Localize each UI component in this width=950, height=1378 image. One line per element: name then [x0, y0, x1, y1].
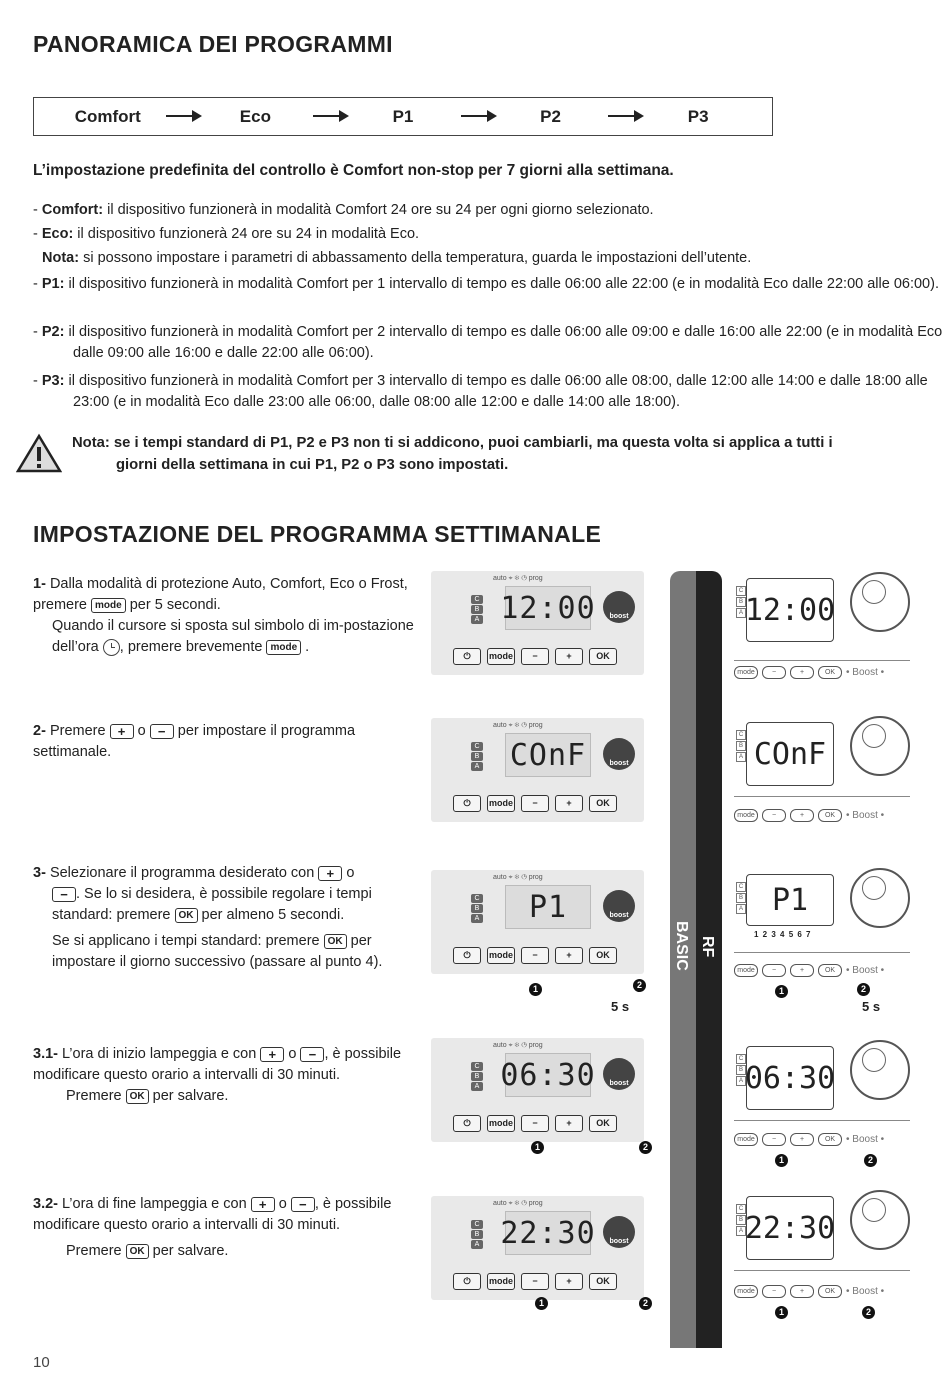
ok-key-icon: OK — [126, 1089, 149, 1104]
plus-key-icon: + — [318, 866, 342, 881]
mode-button[interactable]: mode — [487, 795, 515, 812]
marker-1: 1 — [529, 983, 542, 996]
cba-indicators: C B A — [736, 1204, 746, 1236]
lcd-display: 22:30 — [746, 1196, 834, 1260]
step-1: 1- Dalla modalità di protezione Auto, Comfort, Eco o Frost, premere mode per 5 secondi. Quando il cursore si sposta sul simbolo di im-postazione dell’ora , premere brevemente mode . — [33, 576, 414, 655]
marker-1: 1 — [775, 1306, 788, 1319]
basic-label: BASIC — [673, 921, 690, 971]
status-icons: auto ⌖ ❄ ◷ prog — [493, 1042, 543, 1049]
ok-button[interactable]: OK — [818, 1133, 842, 1146]
minus-button[interactable]: − — [521, 1115, 549, 1132]
power-icon[interactable]: ⏻ — [453, 947, 481, 964]
ok-button[interactable]: OK — [818, 1285, 842, 1298]
ok-button[interactable]: OK — [589, 795, 617, 812]
standard-times-note: Nota: se i tempi standard di P1, P2 e P3 non ti si addicono, puoi cambiarli, ma questa volta si applica a tutti i giorni della settimana in cui P1, P2 o P3 sono impostati. — [72, 435, 833, 473]
flow-p1: P1 — [329, 98, 477, 135]
plus-button[interactable]: + — [790, 1133, 814, 1146]
lcd-display: 12:00 — [746, 578, 834, 642]
minus-button[interactable]: − — [762, 964, 786, 977]
control-knob[interactable] — [850, 572, 910, 632]
five-seconds-label: 5 s — [611, 999, 630, 1014]
plus-key-icon: + — [260, 1047, 284, 1062]
rf-column — [696, 571, 722, 1348]
basic-panel-4 — [431, 1038, 644, 1142]
ok-button[interactable]: OK — [589, 648, 617, 665]
minus-button[interactable]: − — [521, 795, 549, 812]
lcd-display: 12:00 — [505, 586, 591, 630]
marker-2: 2 — [639, 1297, 652, 1310]
plus-button[interactable]: + — [555, 1273, 583, 1290]
plus-button[interactable]: + — [555, 795, 583, 812]
marker-2: 2 — [862, 1306, 875, 1319]
lcd-display: COnF — [505, 733, 591, 777]
default-setting-text: L’impostazione predefinita del controllo è Comfort non-stop per 7 giorni alla settimana. — [33, 162, 674, 179]
marker-2: 2 — [633, 979, 646, 992]
step-3-2: 3.2- L’ora di fine lampeggia e con + o − , è possibile modificare questo orario a intervalli di 30 minuti. Premere OK per salvare. — [33, 1196, 392, 1259]
flow-p2: P2 — [477, 98, 625, 135]
rf-panel-2 — [734, 716, 910, 826]
ok-button[interactable]: OK — [589, 947, 617, 964]
control-knob[interactable] — [850, 716, 910, 776]
minus-key-icon: − — [52, 887, 76, 902]
minus-button[interactable]: − — [521, 648, 549, 665]
item-eco: - Eco: il dispositivo funzionerà 24 ore su 24 in modalità Eco. — [33, 226, 420, 242]
item-p1: - P1: il dispositivo funzionerà in modalità Comfort per 1 intervallo di tempo es dalle 06:00 alle 22:00 (e in modalità Eco dalle 22:00 alle 06:00). — [33, 276, 939, 292]
mode-button[interactable]: mode — [734, 964, 758, 977]
plus-button[interactable]: + — [555, 648, 583, 665]
ok-button[interactable]: OK — [589, 1273, 617, 1290]
cba-indicators: C B A — [736, 882, 746, 914]
rf-panel-1 — [734, 572, 910, 682]
ok-key-icon: OK — [175, 908, 198, 923]
basic-panel-2 — [431, 718, 644, 822]
step-3-1: 3.1- L’ora di inizio lampeggia e con + o − , è possibile modificare questo orario a intervalli di 30 minuti. Premere OK per salvare. — [33, 1046, 402, 1104]
status-icons: auto ⌖ ❄ ◷ prog — [493, 1200, 543, 1207]
item-nota: Nota: si possono impostare i parametri di abbassamento della temperatura, guarda le impostazioni dell’utente. — [42, 250, 752, 266]
item-comfort: - Comfort: il dispositivo funzionerà in modalità Comfort 24 ore su 24 per ogni giorno selezionato. — [33, 202, 654, 218]
mode-button[interactable]: mode — [487, 648, 515, 665]
basic-column — [670, 571, 696, 1348]
ok-button[interactable]: OK — [818, 666, 842, 679]
cba-indicators: C B A — [471, 1220, 483, 1249]
mode-key-icon: mode — [91, 598, 126, 613]
marker-1: 1 — [531, 1141, 544, 1154]
boost-button[interactable]: boost — [603, 1216, 635, 1248]
ok-key-icon: OK — [126, 1244, 149, 1259]
clock-icon — [103, 639, 120, 656]
status-icons: auto ⌖ ❄ ◷ prog — [493, 722, 543, 729]
rf-panel-4 — [734, 1040, 910, 1150]
step-2: 2- Premere + o − per impostare il programma settimanale. — [33, 723, 356, 760]
ok-button[interactable]: OK — [818, 809, 842, 822]
marker-2: 2 — [864, 1154, 877, 1167]
marker-1: 1 — [775, 985, 788, 998]
plus-button[interactable]: + — [790, 666, 814, 679]
power-icon[interactable]: ⏻ — [453, 648, 481, 665]
boost-button[interactable]: boost — [603, 890, 635, 922]
flow-eco: Eco — [182, 98, 330, 135]
rf-panel-5 — [734, 1190, 910, 1300]
mode-button[interactable]: mode — [734, 1133, 758, 1146]
plus-button[interactable]: + — [790, 809, 814, 822]
minus-button[interactable]: − — [762, 1133, 786, 1146]
ok-key-icon: OK — [324, 934, 347, 949]
minus-key-icon: − — [291, 1197, 315, 1212]
mode-button[interactable]: mode — [734, 666, 758, 679]
basic-panel-3 — [431, 870, 644, 974]
five-seconds-label: 5 s — [862, 999, 881, 1014]
minus-button[interactable]: − — [521, 947, 549, 964]
minus-key-icon: − — [150, 724, 174, 739]
warning-icon — [16, 433, 62, 473]
boost-label: • Boost • — [846, 965, 885, 976]
control-knob[interactable] — [850, 1040, 910, 1100]
power-icon[interactable]: ⏻ — [453, 1115, 481, 1132]
lcd-display: P1 — [746, 874, 834, 926]
cba-indicators: C B A — [736, 586, 746, 618]
power-icon[interactable]: ⏻ — [453, 1273, 481, 1290]
step-3: 3- Selezionare il programma desiderato con + o − . Se lo si desidera, è possibile regolare i tempi standard: premere OK per almeno 5 secondi. Se si applicano i tempi standard: premere OK per impostare il giorno successivo (passare al punto 4). — [33, 865, 383, 970]
cba-indicators: C B A — [736, 730, 746, 762]
mode-button[interactable]: mode — [487, 1115, 515, 1132]
plus-button[interactable]: + — [555, 947, 583, 964]
item-p3: - P3: il dispositivo funzionerà in modalità Comfort per 3 intervallo di tempo es dalle 06:00 alle 08:00, dalle 12:00 alle 14:00 e dalle 18:00 alle 23:00 (e in modalità Eco dalle 23:00 alle 06:00, dalle 08:00 alle 12:00 e dalle 14:00 alle 18:00). — [33, 373, 928, 410]
flow-p3: P3 — [687, 106, 709, 126]
lcd-display: 06:30 — [746, 1046, 834, 1110]
weekly-title: IMPOSTAZIONE DEL PROGRAMMA SETTIMANALE — [33, 521, 602, 547]
lcd-display: COnF — [746, 722, 834, 786]
plus-button[interactable]: + — [555, 1115, 583, 1132]
power-icon[interactable]: ⏻ — [453, 795, 481, 812]
cba-indicators: C B A — [471, 1062, 483, 1091]
minus-button[interactable]: − — [521, 1273, 549, 1290]
boost-label: • Boost • — [846, 667, 885, 678]
minus-key-icon: − — [300, 1047, 324, 1062]
boost-button[interactable]: boost — [603, 591, 635, 623]
plus-button[interactable]: + — [790, 964, 814, 977]
control-knob[interactable] — [850, 1190, 910, 1250]
mode-key-icon: mode — [266, 640, 301, 655]
plus-key-icon: + — [251, 1197, 275, 1212]
lcd-display: P1 — [505, 885, 591, 929]
marker-1: 1 — [535, 1297, 548, 1310]
rf-panel-3 — [734, 868, 910, 978]
model-sidebar — [670, 571, 722, 1348]
overview-title: PANORAMICA DEI PROGRAMMI — [33, 31, 393, 57]
rf-label: RF — [699, 936, 716, 958]
lcd-display: 06:30 — [505, 1053, 591, 1097]
boost-label: • Boost • — [846, 1134, 885, 1145]
cba-indicators: C B A — [471, 595, 483, 624]
control-knob[interactable] — [850, 868, 910, 928]
mode-button[interactable]: mode — [487, 1273, 515, 1290]
day-numbers: 1 2 3 4 5 6 7 — [754, 930, 812, 939]
boost-label: • Boost • — [846, 1286, 885, 1297]
boost-label: • Boost • — [846, 810, 885, 821]
marker-2: 2 — [639, 1141, 652, 1154]
cba-indicators: C B A — [471, 894, 483, 923]
status-icons: auto ⌖ ❄ ◷ prog — [493, 575, 543, 582]
cba-indicators: C B A — [736, 1054, 746, 1086]
program-flow — [33, 97, 773, 136]
ok-button[interactable]: OK — [589, 1115, 617, 1132]
mode-button[interactable]: mode — [734, 809, 758, 822]
minus-button[interactable]: − — [762, 666, 786, 679]
minus-button[interactable]: − — [762, 809, 786, 822]
marker-2: 2 — [857, 983, 870, 996]
basic-panel-1 — [431, 571, 644, 675]
boost-button[interactable]: boost — [603, 1058, 635, 1090]
marker-1: 1 — [775, 1154, 788, 1167]
page-number: 10 — [33, 1354, 50, 1371]
ok-button[interactable]: OK — [818, 964, 842, 977]
flow-comfort: Comfort — [34, 98, 182, 135]
mode-button[interactable]: mode — [734, 1285, 758, 1298]
basic-panel-5 — [431, 1196, 644, 1300]
lcd-display: 22:30 — [505, 1211, 591, 1255]
boost-button[interactable]: boost — [603, 738, 635, 770]
plus-key-icon: + — [110, 724, 134, 739]
status-icons: auto ⌖ ❄ ◷ prog — [493, 874, 543, 881]
cba-indicators: C B A — [471, 742, 483, 771]
plus-button[interactable]: + — [790, 1285, 814, 1298]
mode-button[interactable]: mode — [487, 947, 515, 964]
item-p2: - P2: il dispositivo funzionerà in modalità Comfort per 2 intervallo di tempo es dalle 06:00 alle 09:00 e dalle 16:00 alle 22:00 (e in modalità Eco dalle 09:00 alle 16:00 e dalle 22:00 alle 06:00). — [33, 324, 943, 361]
minus-button[interactable]: − — [762, 1285, 786, 1298]
